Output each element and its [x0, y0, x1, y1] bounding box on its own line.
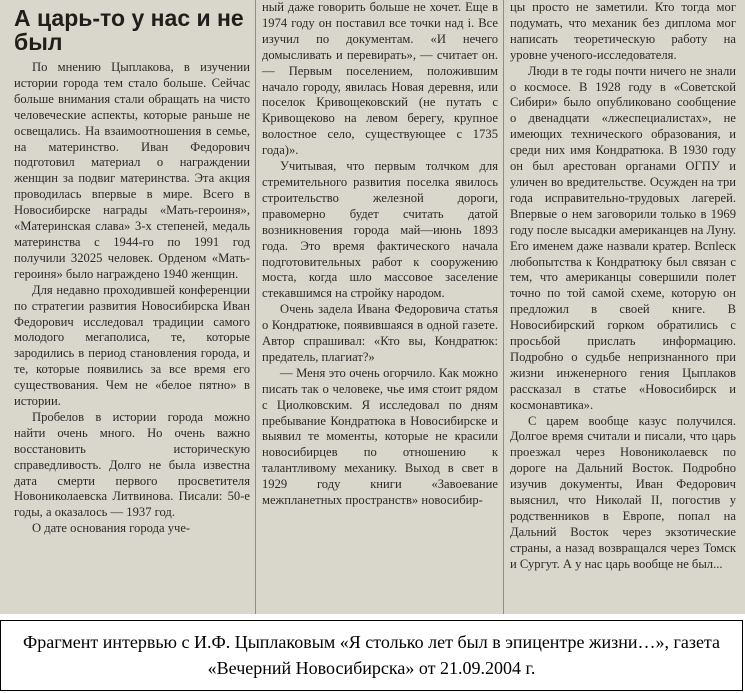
- column-divider: [503, 0, 504, 614]
- paragraph: О дате основания города уче-: [32, 521, 191, 536]
- column-2: [262, 0, 498, 614]
- paragraph: По мнению Цыплакова, в изучении истории города тем стало больше. Сейчас больше внимания стали обращать на чисто человеческие аспекты, которые раньше не освещались. На взаимоотношения в семье, на материнство. Иван Федорович подготовил материал о награждении женщин за подвиг материнства. Эта акция проводилась впервые в мире. Всего в Новосибирске награды «Мать-героиня», «Материнская слава» 3-х степеней, медаль материнства с 1944-го по 1991 год получили 32025 человек. Орденом «Мать-героиня» было награждено 1940 женщин.: [14, 60, 250, 281]
- paragraph: С царем вообще казус получился. Долгое время считали и писали, что царь проезжал через Новониколаевск по дороге на Дальний Восток. Подробно изучив документы, Иван Федорович выяснил, что Николай II, погостив у родственников в Европе, попал на Дальний Восток через экзотические страны, а назад возвращался через Томск и Сургут. А у нас царь вообще не был...: [510, 413, 736, 571]
- paragraph: Люди в те годы почти ничего не знали о космосе. В 1928 году в «Советской Сибири» было опубликовано сообщение о двенадцати «лжеспециалистах», не имеющих технического образования, и среди них имя Кондратюка. В 1930 году он был арестован органами ОГПУ и уличен во вредительстве. Осужден на три года исправительно-трудовых лагерей. Впервые о нем заговорили только в 1969 году после высадки американцев на Луну. Его именем даже назвали кратер. Вспleск любопытства к Кондратюку был связан с тем, что американцы совершили полет точно по той самой схеме, которую он предложил в своей книге. В Новосибирский горком обратились с просьбой прислать информацию. Подробно о судьбе непризнанного при жизни инженерного гения Цыплаков рассказал в статье «Новосибирск и космонавтика».: [510, 63, 736, 412]
- paragraph: цы просто не заметили. Кто тогда мог подумать, что механик без диплома мог написать теоретическую работу на уровне ученого-исследователя.: [510, 0, 736, 62]
- column-1: [14, 0, 250, 614]
- column-divider: [255, 0, 256, 614]
- paragraph: Учитывая, что первым толчком для стремительного развития поселка явилось строительство железной дороги, правомерно будет считать датой возникновения города май—июнь 1893 года. Это время фактического начала подготовительных работ к сооружению моста, когда шло массовое заселение стекавшимся на стройку народом.: [262, 159, 498, 301]
- column-3: [510, 0, 736, 614]
- paragraph: Для недавно проходившей конференции по стратегии развития Новосибирска Иван Федорович исследовал традиции самого молодого мегаполиса, те, которые зародились в период становления города, и те, которые появились за все время его существования. Чем не «белое пятно» в истории.: [14, 282, 250, 409]
- paragraph: ный даже говорить больше не хочет. Еще в 1974 году он поставил все точки над i. Все изучил по документам. «И нечего домысливать и перевирать», — считает он. — Первым поселением, положившим начало городу, явилась Новая деревня, или поселок Кривощековский (не путать с Кривощеково на левом берегу, крупное волостное село, существующее с 1735 года)».: [262, 0, 498, 158]
- paragraph: Очень задела Ивана Федоровича статья о Кондратюке, появившаяся в одной газете. Автор спрашивал: «Кто вы, Кондратюк: предатель, плагиат?»: [262, 302, 498, 364]
- paragraph: — Меня это очень огорчило. Как можно писать так о человеке, чье имя стоит рядом с Циолковским. Я исследовал по дням пребывание Кондратюка в Новосибирске и выявил те моменты, которые не красили новосибирцев по отношению к талантливому механику. Выход в свет в 1929 году книги «Завоевание межпланетных пространств» новосибир-: [262, 365, 498, 508]
- paragraph: Пробелов в истории города можно найти очень много. Но очень важно восстановить историческую справедливость. Долго не была известна дата смерти первого просветителя Новониколаевска Литвинова. Писали: 50-е годы, а оказалось — 1937 год.: [14, 409, 250, 520]
- figure-caption: Фрагмент интервью с И.Ф. Цыплаковым «Я столько лет был в эпицентре жизни…», газета «Вечерний Новосибирска» от 21.09.2004 г.: [0, 620, 743, 691]
- headline: А царь-то у нас и не был: [14, 5, 244, 55]
